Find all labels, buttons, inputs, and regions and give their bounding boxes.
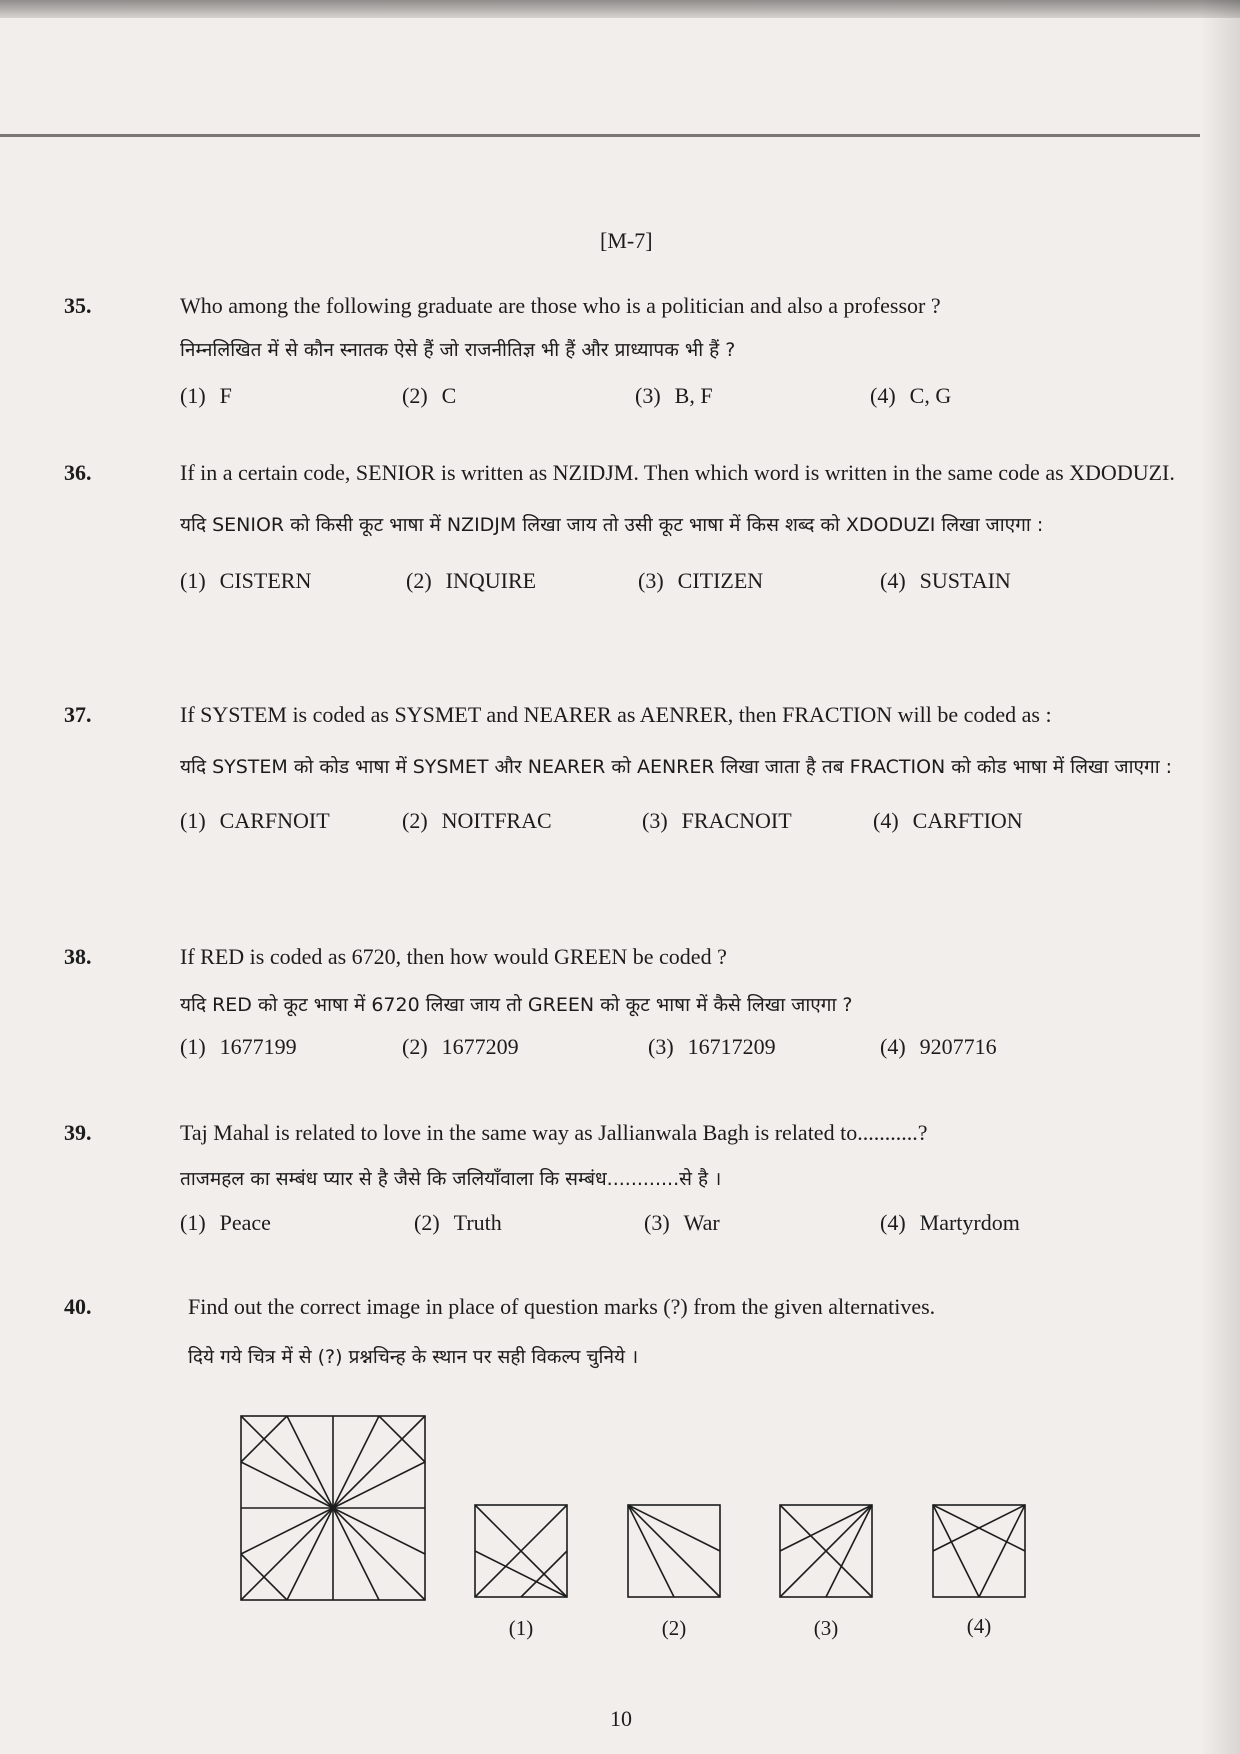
question-text-en: Taj Mahal is related to love in the same way as Jallianwala Bagh is related to...........? xyxy=(180,1120,928,1145)
question-figure-drawing xyxy=(240,1415,426,1601)
question-text-hi: निम्नलिखित में से कौन स्नातक ऐसे हैं जो राजनीतिज्ञ भी हैं और प्राध्यापक भी हैं ? xyxy=(180,339,736,361)
option-1[interactable]: (1) 1677199 xyxy=(180,1034,297,1059)
answer-figure-4[interactable] xyxy=(932,1504,1026,1598)
options xyxy=(180,377,1184,411)
question-number: 35. xyxy=(64,293,92,318)
question-text-en: Find out the correct image in place of question marks (?) from the given alternatives. xyxy=(188,1294,936,1319)
page-top-shadow xyxy=(0,0,1240,18)
question-number: 36. xyxy=(64,460,92,485)
answer-figure-2-drawing xyxy=(627,1504,721,1598)
question-40 xyxy=(64,1288,1184,1376)
question-number: 39. xyxy=(64,1120,92,1145)
option-2[interactable]: (2) Truth xyxy=(414,1210,502,1235)
options xyxy=(180,802,1184,836)
option-1[interactable]: (1) Peace xyxy=(180,1210,271,1235)
option-1[interactable]: (1) CARFNOIT xyxy=(180,808,330,833)
option-2[interactable]: (2) NOITFRAC xyxy=(402,808,552,833)
page-number: 10 xyxy=(610,1706,632,1731)
options xyxy=(180,562,1184,596)
options xyxy=(180,1028,1184,1062)
question-text-hi: यदि SENIOR को किसी कूट भाषा में NZIDJM लिखा जाय तो उसी कूट भाषा में किस शब्द को XDODUZI लिखा जाएगा : xyxy=(180,514,1044,536)
option-3[interactable]: (3) B, F xyxy=(635,383,713,408)
option-3[interactable]: (3) War xyxy=(644,1210,720,1235)
option-3[interactable]: (3) CITIZEN xyxy=(638,568,764,593)
answer-figure-1[interactable] xyxy=(474,1504,568,1598)
answer-label-1: (1) xyxy=(508,1616,534,1640)
answer-figure-3-drawing xyxy=(779,1504,873,1598)
answer-label-2: (2) xyxy=(661,1616,687,1640)
question-number: 37. xyxy=(64,702,92,727)
question-figure xyxy=(240,1415,426,1606)
question-38 xyxy=(64,938,1184,1062)
question-text-en: Who among the following graduate are those who is a politician and also a professor ? xyxy=(180,293,941,318)
option-1[interactable]: (1) F xyxy=(180,383,232,408)
question-number: 38. xyxy=(64,944,92,969)
series-code: [M-7] xyxy=(600,228,653,253)
option-4[interactable]: (4) SUSTAIN xyxy=(880,568,1011,593)
question-number: 40. xyxy=(64,1294,92,1319)
option-4[interactable]: (4) 9207716 xyxy=(880,1034,997,1059)
answer-figure-1-drawing xyxy=(474,1504,568,1598)
option-3[interactable]: (3) 16717209 xyxy=(648,1034,776,1059)
question-text-en: If SYSTEM is coded as SYSMET and NEARER as AENRER, then FRACTION will be coded as : xyxy=(180,702,1052,727)
answer-figure-2[interactable] xyxy=(627,1504,721,1598)
option-4[interactable]: (4) Martyrdom xyxy=(880,1210,1020,1235)
option-2[interactable]: (2) C xyxy=(402,383,457,408)
question-39 xyxy=(64,1114,1184,1238)
question-text-hi: दिये गये चित्र में से (?) प्रश्नचिन्ह के स्थान पर सही विकल्प चुनिये । xyxy=(188,1346,639,1368)
option-1[interactable]: (1) CISTERN xyxy=(180,568,312,593)
page-edge-shadow xyxy=(1200,0,1240,1754)
question-text-hi: ताजमहल का सम्बंध प्यार से है जैसे कि जलियाँवाला कि सम्बंध............से है । xyxy=(180,1168,722,1190)
question-35 xyxy=(64,287,1184,411)
question-text-hi: यदि RED को कूट भाषा में 6720 लिखा जाय तो GREEN को कूट भाषा में कैसे लिखा जाएगा ? xyxy=(180,994,853,1016)
option-3[interactable]: (3) FRACNOIT xyxy=(642,808,792,833)
question-text-hi: यदि SYSTEM को कोड भाषा में SYSMET और NEARER को AENRER लिखा जाता है तब FRACTION को कोड भाषा में लिखा जाएगा : xyxy=(180,756,1173,778)
header-rule xyxy=(0,134,1200,137)
option-4[interactable]: (4) C, G xyxy=(870,383,952,408)
option-2[interactable]: (2) 1677209 xyxy=(402,1034,519,1059)
option-2[interactable]: (2) INQUIRE xyxy=(406,568,537,593)
answer-label-4: (4) xyxy=(966,1614,992,1638)
option-4[interactable]: (4) CARFTION xyxy=(873,808,1023,833)
question-37 xyxy=(64,696,1184,836)
answer-figure-4-drawing xyxy=(932,1504,1026,1598)
question-36 xyxy=(64,454,1184,596)
question-text-en: If in a certain code, SENIOR is written as NZIDJM. Then which word is written in the same code as XDODUZI. xyxy=(180,460,1175,485)
options xyxy=(180,1204,1184,1238)
question-text-en: If RED is coded as 6720, then how would GREEN be coded ? xyxy=(180,944,727,969)
answer-figure-3[interactable] xyxy=(779,1504,873,1598)
answer-label-3: (3) xyxy=(813,1616,839,1640)
